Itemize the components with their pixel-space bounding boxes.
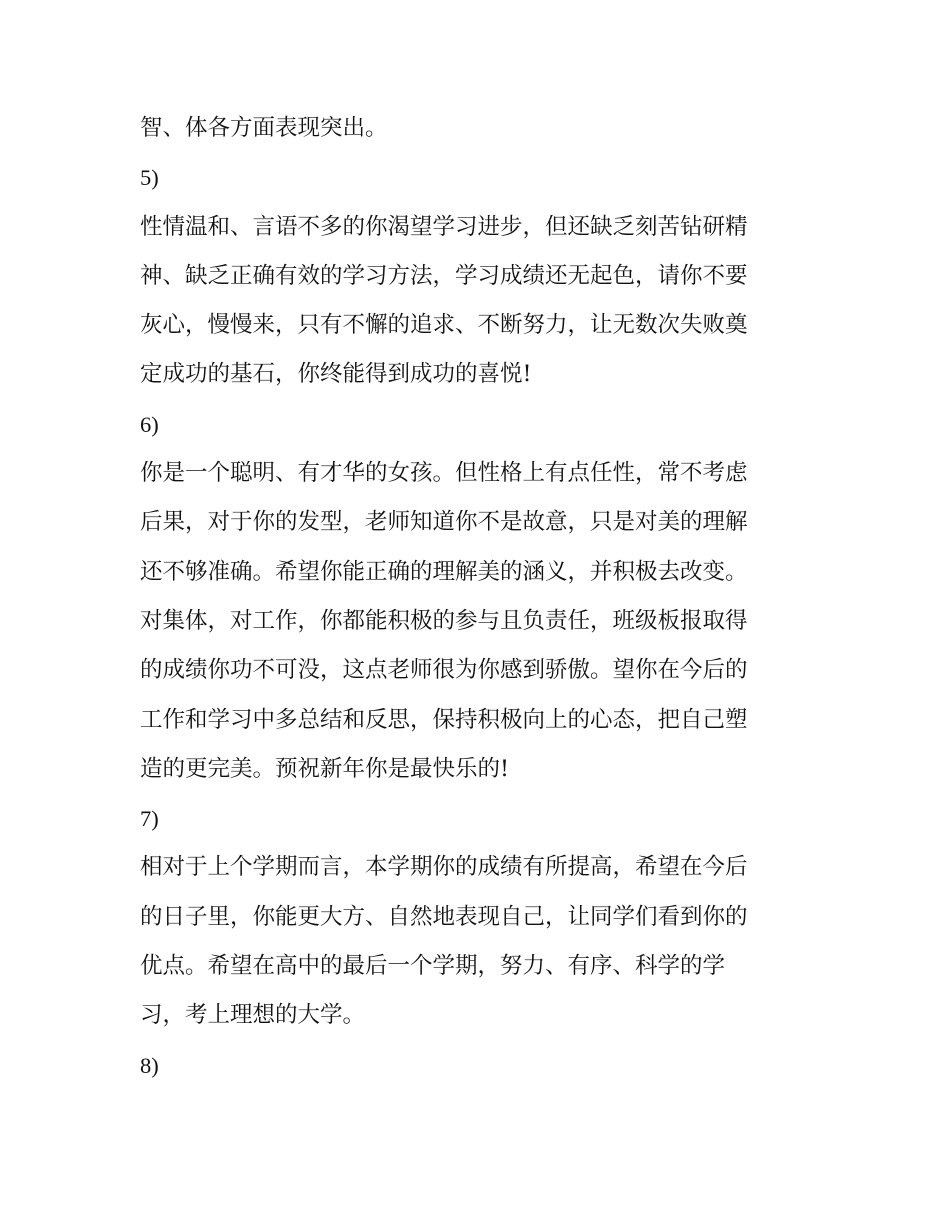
paragraph-line: 习，考上理想的大学。 [140, 1002, 366, 1029]
paragraph-line: 对集体，对工作，你都能积极的参与且负责任，班级板报取得 [140, 607, 748, 634]
paragraph-line: 还不够准确。希望你能正确的理解美的涵义，并积极去改变。 [140, 558, 748, 585]
document-body [140, 104, 812, 1090]
paragraph-line: 的日子里，你能更大方、自然地表现自己，让同学们看到你的 [140, 903, 748, 930]
item-number-8: 8) [140, 1052, 159, 1078]
paragraph-line: 定成功的基石，你终能得到成功的喜悦! [140, 361, 532, 388]
item-number-5: 5) [140, 165, 159, 191]
item-number-6: 6) [140, 411, 159, 437]
paragraph-line: 优点。希望在高中的最后一个学期，努力、有序、科学的学 [140, 953, 726, 980]
paragraph-line: 后果，对于你的发型，老师知道你不是故意，只是对美的理解 [140, 509, 748, 536]
paragraph-line: 工作和学习中多总结和反思，保持积极向上的心态，把自己塑 [140, 706, 748, 733]
paragraph-line: 的成绩你功不可没，这点老师很为你感到骄傲。望你在今后的 [140, 657, 748, 684]
paragraph-line: 灰心，慢慢来，只有不懈的追求、不断努力，让无数次失败奠 [140, 312, 748, 339]
paragraph-line: 性情温和、言语不多的你渴望学习进步，但还缺乏刻苦钻研精 [140, 213, 748, 240]
paragraph-line: 相对于上个学期而言，本学期你的成绩有所提高，希望在今后 [140, 854, 748, 881]
paragraph-line: 你是一个聪明、有才华的女孩。但性格上有点任性，常不考虑 [140, 460, 748, 487]
paragraph-line: 智、体各方面表现突出。 [140, 115, 388, 141]
paragraph-line: 造的更完美。预祝新年你是最快乐的! [140, 755, 510, 782]
item-number-7: 7) [140, 806, 159, 832]
paragraph-line: 神、缺乏正确有效的学习方法，学习成绩还无起色，请你不要 [140, 262, 748, 289]
